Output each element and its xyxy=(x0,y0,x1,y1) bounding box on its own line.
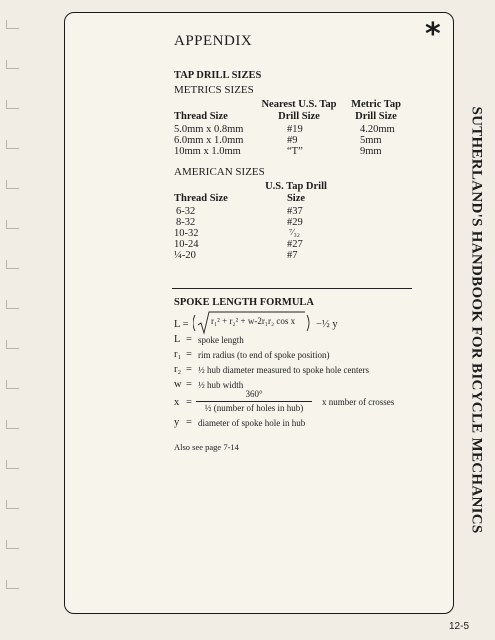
def-symbol: r₁ xyxy=(174,349,182,360)
section-divider xyxy=(172,288,412,289)
table-cell: ⁷⁄₃₂ xyxy=(289,227,300,237)
def-text: diameter of spoke hole in hub xyxy=(198,418,306,428)
metric-col3-header-line2: Drill Size xyxy=(355,111,397,122)
def-text: ½ hub width xyxy=(198,380,244,390)
table-cell: “T” xyxy=(287,146,303,157)
def-symbol: L xyxy=(174,334,181,345)
formula-radicand: r₁² + r₂² + w-2r₁r₂ cos x xyxy=(211,316,296,326)
def-text: rim radius (to end of spoke position) xyxy=(198,350,330,360)
american-col2-header-line1: U.S. Tap Drill xyxy=(265,181,327,192)
table-cell: 9mm xyxy=(360,146,382,157)
table-cell: #37 xyxy=(287,206,303,217)
page-number: 12-5 xyxy=(449,621,470,632)
table-cell: #7 xyxy=(287,250,298,261)
def-equals: = xyxy=(186,334,192,345)
metric-col2-header-line2: Drill Size xyxy=(278,111,320,122)
formula-lhs: L = xyxy=(174,319,189,330)
table-cell: #27 xyxy=(287,239,303,250)
metric-col2-header-line1: Nearest U.S. Tap xyxy=(261,99,337,110)
def-equals: = xyxy=(186,364,192,375)
table-cell: 5mm xyxy=(360,135,382,146)
page-title: APPENDIX xyxy=(174,33,253,49)
side-title: SUTHERLAND'S HANDBOOK FOR BICYCLE MECHANICS xyxy=(468,106,485,534)
table-cell: 10mm x 1.0mm xyxy=(174,146,241,157)
def-symbol: r₂ xyxy=(174,364,182,375)
metric-col3-header-line1: Metric Tap xyxy=(351,99,401,110)
def-equals: = xyxy=(186,349,192,360)
binder-tick-marks xyxy=(6,20,20,620)
table-cell: 6.0mm x 1.0mm xyxy=(174,135,244,146)
fraction-denominator: ½ (number of holes in hub) xyxy=(204,403,304,413)
def-text: spoke length xyxy=(198,335,244,345)
table-cell: 10-32 xyxy=(174,228,199,239)
def-symbol: y xyxy=(174,417,180,428)
table-cell: 8-32 xyxy=(176,217,196,228)
fraction-numerator: 360° xyxy=(245,389,263,399)
table-cell: 4.20mm xyxy=(360,124,395,135)
table-cell: ¼-20 xyxy=(174,250,196,261)
def-equals: = xyxy=(186,397,192,408)
asterisk-mark: * xyxy=(425,17,441,52)
table-cell: #29 xyxy=(287,217,303,228)
formula-tail: −½ y xyxy=(316,319,338,330)
def-symbol: x xyxy=(174,397,180,408)
table-cell: 10-24 xyxy=(174,239,199,250)
def-equals: = xyxy=(186,379,192,390)
spoke-formula-heading: SPOKE LENGTH FORMULA xyxy=(174,297,315,308)
fraction-bar xyxy=(196,401,312,402)
def-text: ½ hub diameter measured to spoke hole centers xyxy=(198,365,369,375)
american-col1-header: Thread Size xyxy=(174,193,228,204)
def-symbol: w xyxy=(174,379,182,390)
table-cell: 5.0mm x 0.8mm xyxy=(174,124,244,135)
american-col2-header-line2: Size xyxy=(286,193,306,204)
table-cell: #19 xyxy=(287,124,303,135)
table-cell: #9 xyxy=(287,135,298,146)
see-also-note: Also see page 7-14 xyxy=(174,442,239,452)
def-equals: = xyxy=(186,417,192,428)
table-cell: 6-32 xyxy=(176,206,196,217)
american-sizes-heading: AMERICAN SIZES xyxy=(174,166,265,178)
fraction-suffix: x number of crosses xyxy=(322,397,395,407)
tap-drill-heading: TAP DRILL SIZES xyxy=(174,70,262,81)
metric-sizes-heading: METRICS SIZES xyxy=(174,84,254,96)
metric-col1-header: Thread Size xyxy=(174,111,228,122)
